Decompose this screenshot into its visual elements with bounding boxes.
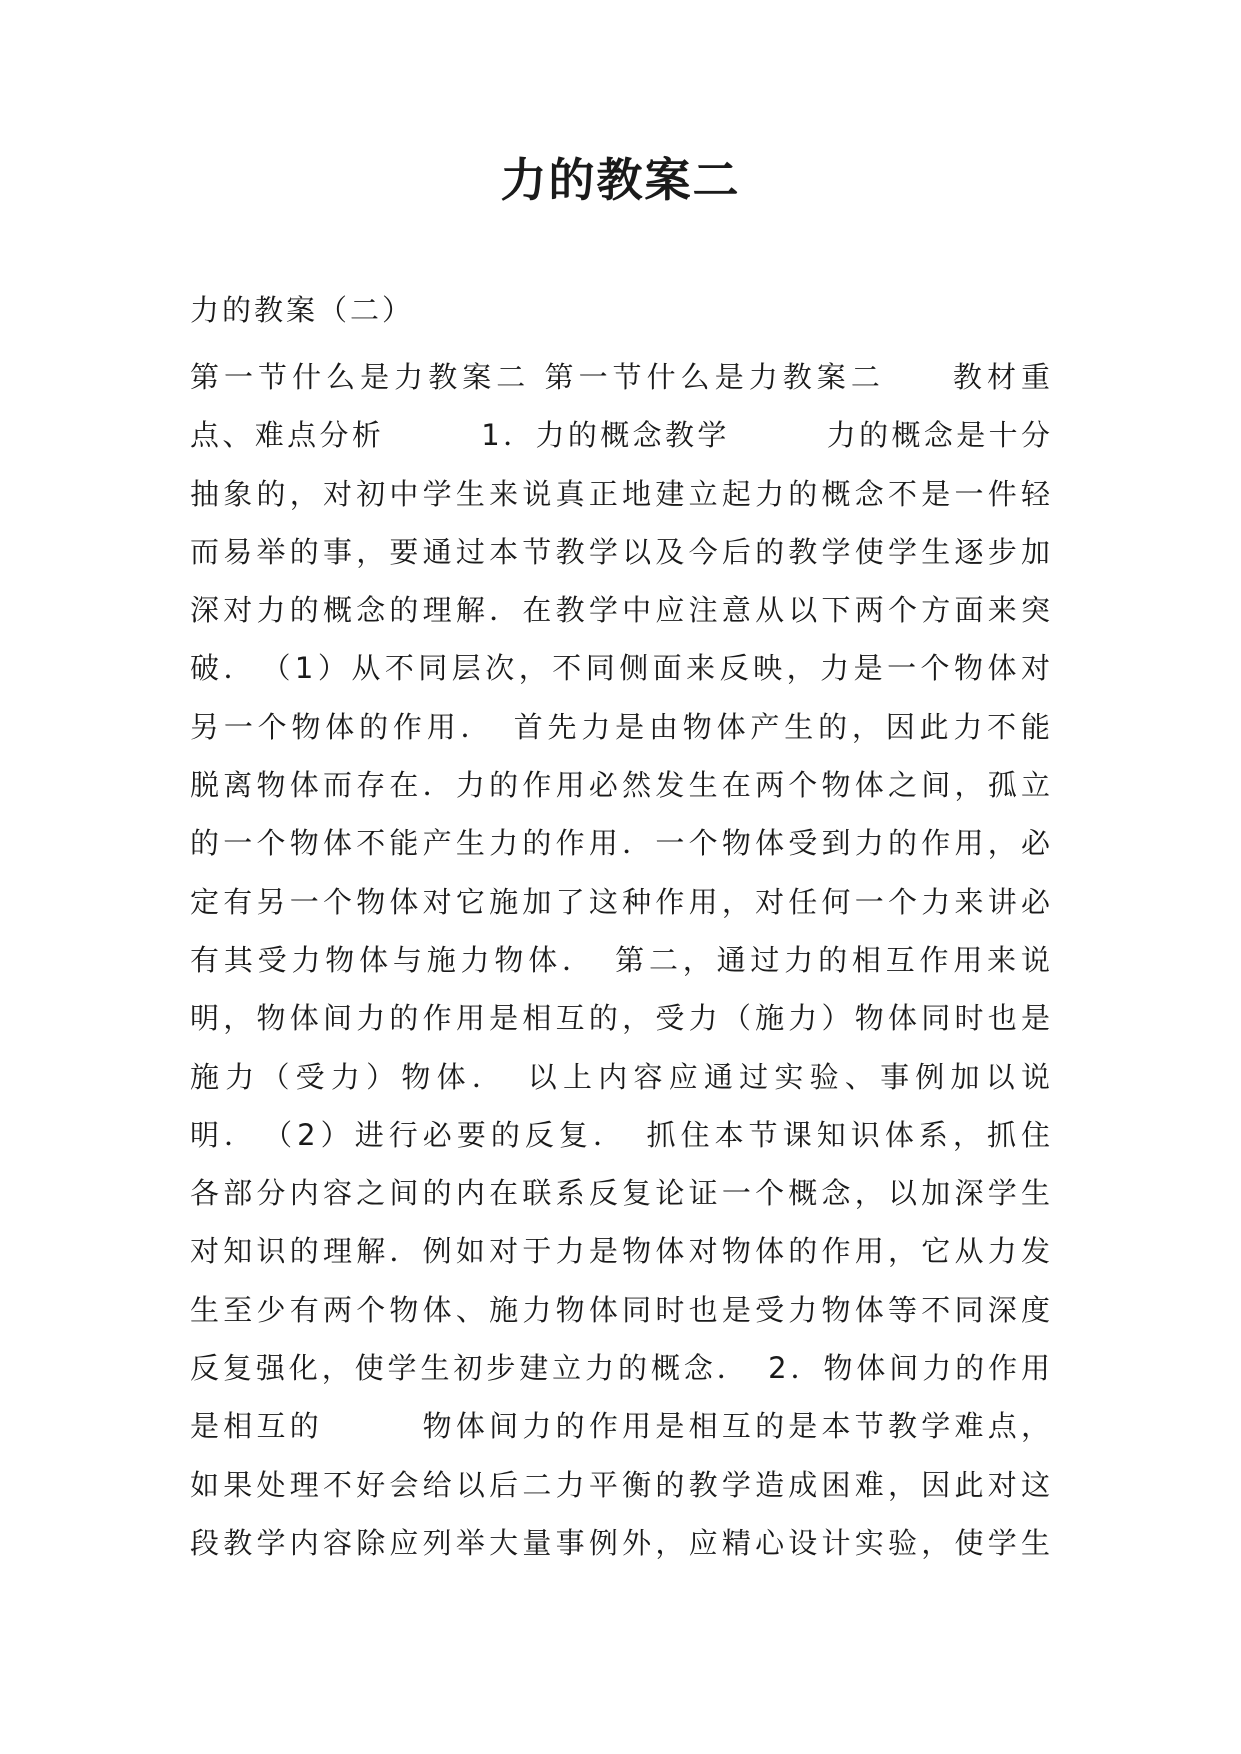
body-line: 如果处理不好会给以后二力平衡的教学造成困难，因此对这 [190,1467,1050,1502]
body-line: 生至少有两个物体、施力物体同时也是受力物体等不同深度 [190,1292,1050,1327]
body-line: 对知识的理解．例如对于力是物体对物体的作用，它从力发 [190,1234,1050,1269]
body-line: 另一个物体的作用． 首先力是由物体产生的，因此力不能 [190,709,1050,744]
body-line: 第一节什么是力教案二 第一节什么是力教案二 教材重 [190,360,1050,394]
body-line: 是相互的 物体间力的作用是相互的是本节教学难点， [190,1409,1050,1444]
body-line: 而易举的事，要通过本节教学以及今后的教学使学生逐步加 [190,534,1050,569]
body-line: 施力（受力）物体． 以上内容应通过实验、事例加以说 [190,1059,1050,1094]
body-line: 段教学内容除应列举大量事例外，应精心设计实验，使学生 [190,1525,1050,1560]
body-line: 反复强化，使学生初步建立力的概念． 2．物体间力的作用 [190,1351,1050,1386]
body-line: 定有另一个物体对它施加了这种作用，对任何一个力来讲必 [190,884,1050,919]
document-title: 力的教案二 [500,153,741,207]
body-line: 明． （2）进行必要的反复． 抓住本节课知识体系，抓住 [190,1117,1050,1152]
body-line: 深对力的概念的理解．在教学中应注意从以下两个方面来突 [190,593,1050,628]
body-line: 抽象的，对初中学生来说真正地建立起力的概念不是一件轻 [190,476,1050,511]
document-subtitle: 力的教案（二） [190,293,415,327]
body-line: 脱离物体而存在．力的作用必然发生在两个物体之间，孤立 [190,768,1050,803]
document-body [190,348,1050,1572]
body-line: 各部分内容之间的内在联系反复论证一个概念，以加深学生 [190,1176,1050,1211]
body-line: 的一个物体不能产生力的作用．一个物体受到力的作用，必 [190,826,1050,861]
body-line: 明，物体间力的作用是相互的，受力（施力）物体同时也是 [190,1001,1050,1036]
body-line: 破． （1）从不同层次，不同侧面来反映，力是一个物体对 [190,651,1050,686]
body-line: 点、难点分析 1．力的概念教学 力的概念是十分 [190,418,1050,453]
body-line: 有其受力物体与施力物体． 第二，通过力的相互作用来说 [190,942,1050,977]
